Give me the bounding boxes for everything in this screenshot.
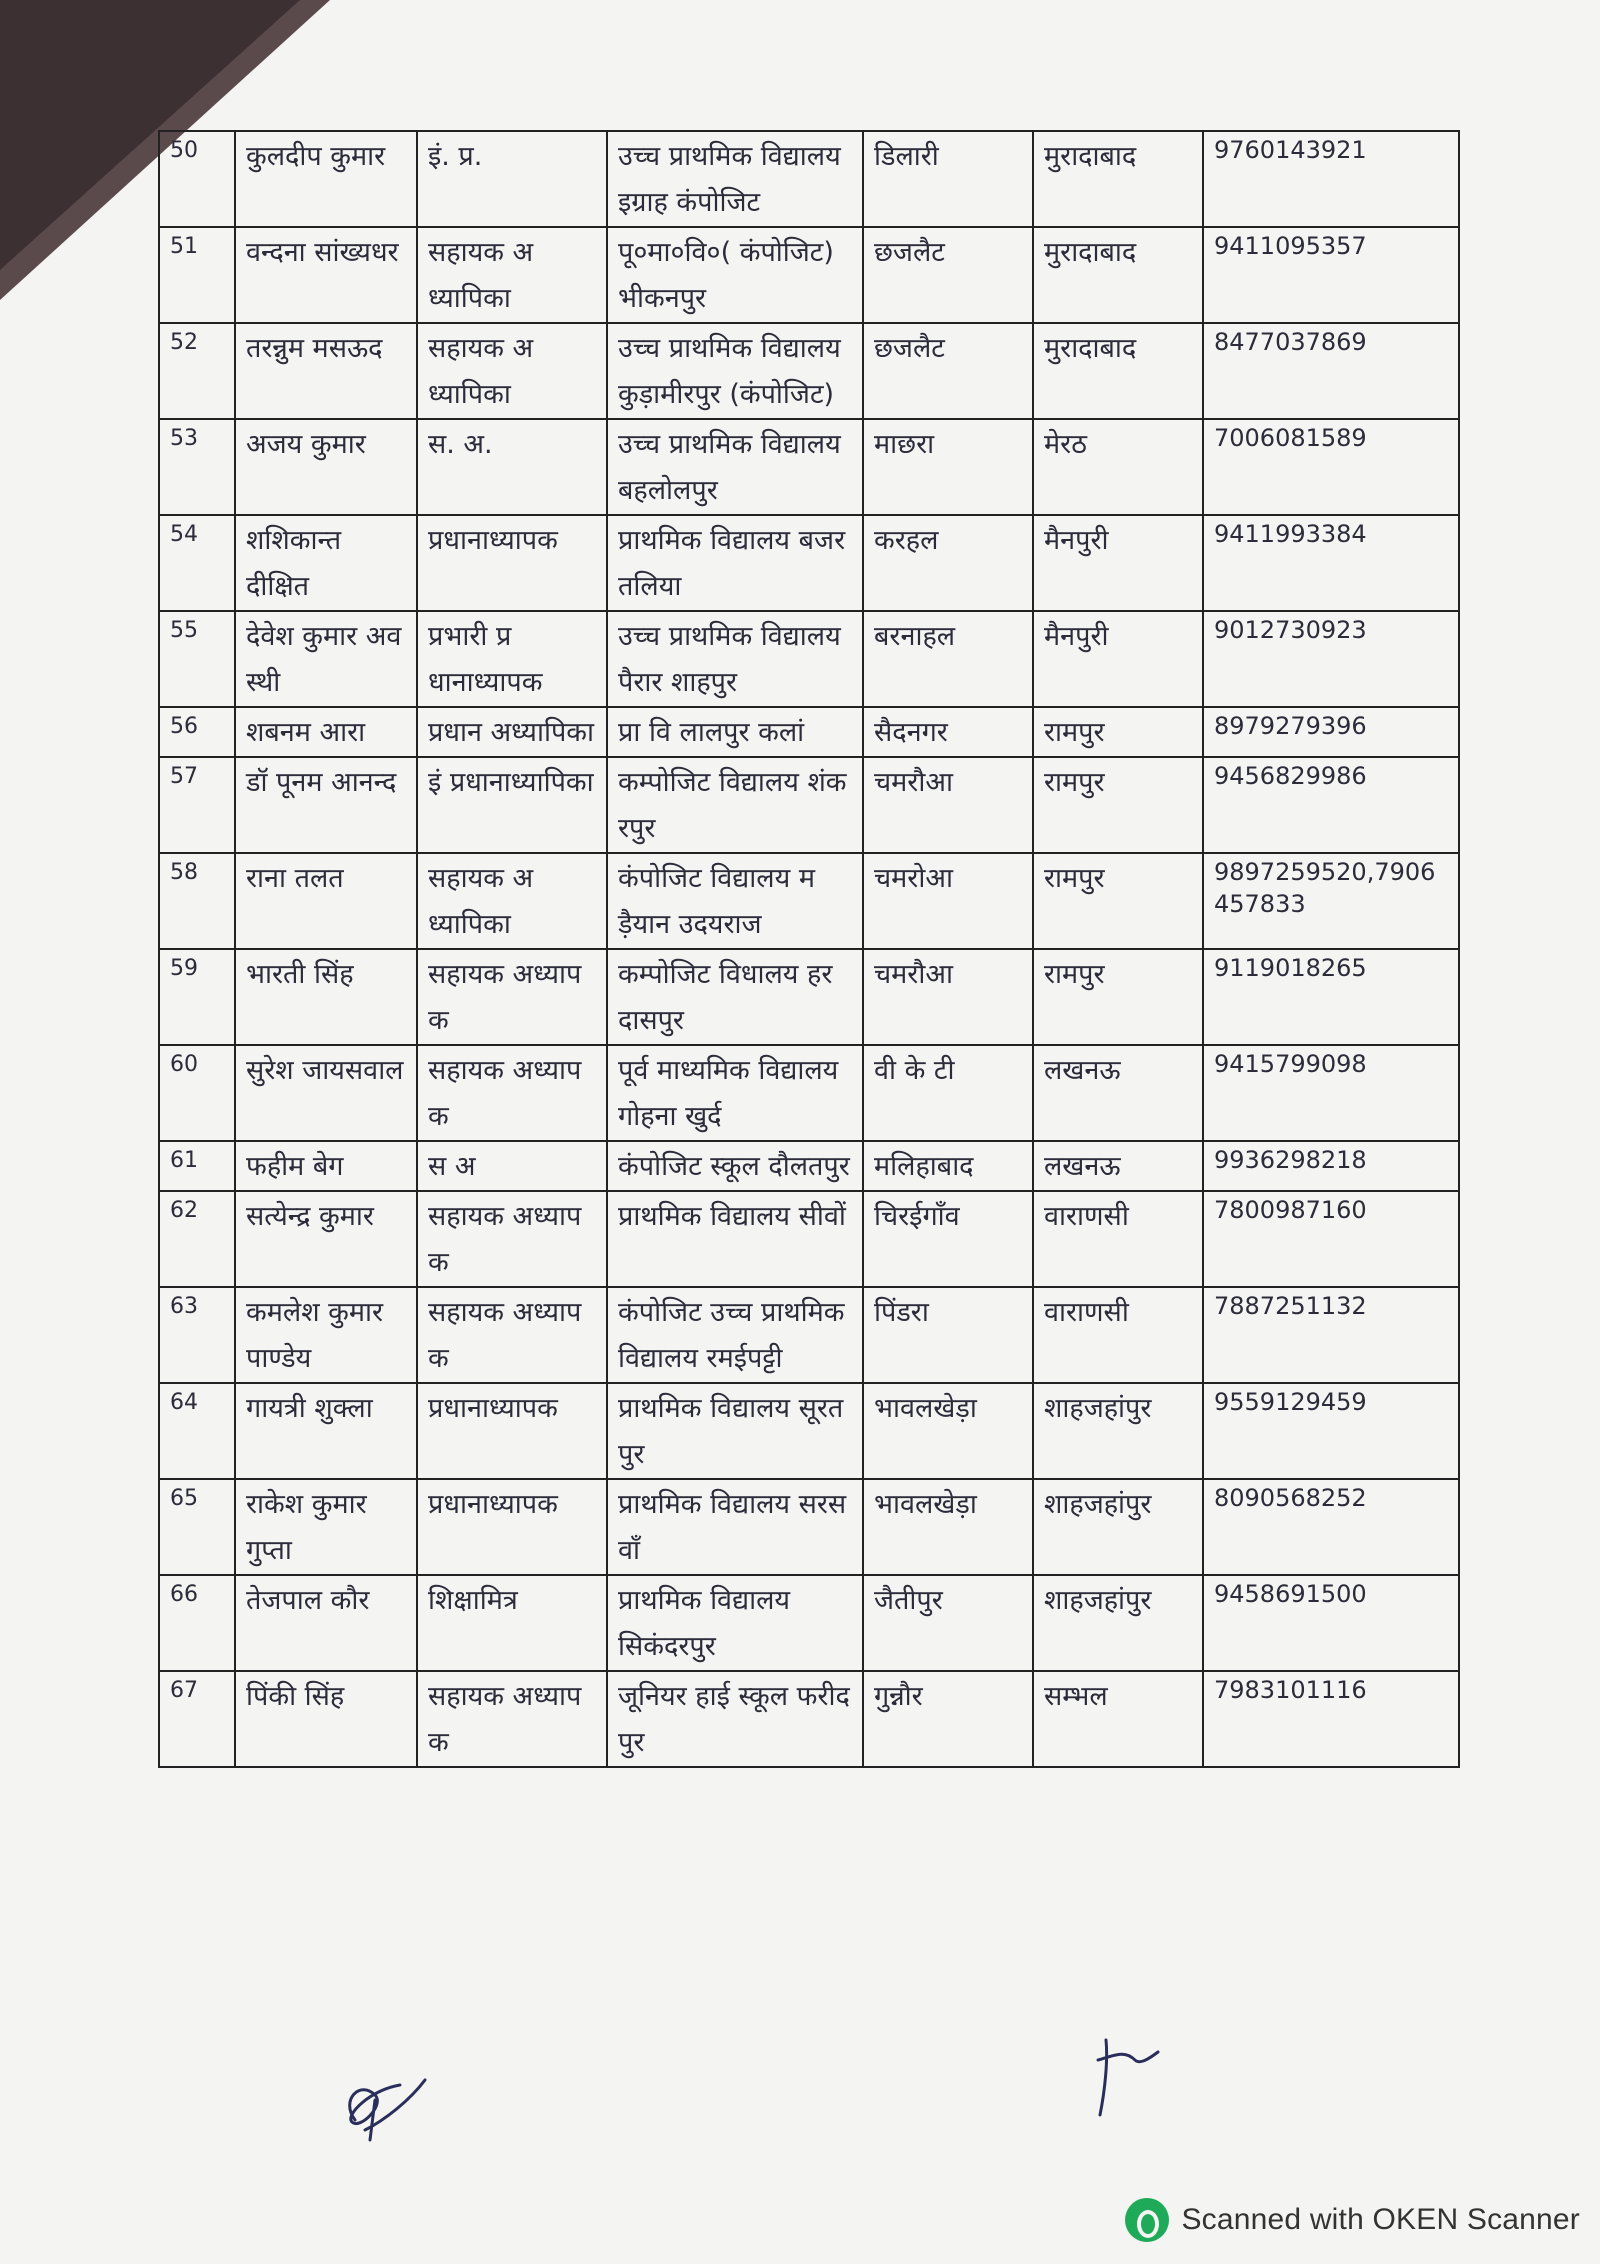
designation-cell: सहायक अध्यापक — [417, 949, 607, 1045]
designation-cell: सहायक अध्यापक — [417, 1671, 607, 1767]
school-cell: उच्च प्राथमिक विद्यालय कुड़ामीरपुर (कंपोजिट) — [607, 323, 863, 419]
block-cell: माछरा — [863, 419, 1033, 515]
district-cell: शाहजहांपुर — [1033, 1383, 1203, 1479]
designation-cell: प्रधानाध्यापक — [417, 515, 607, 611]
phone-cell: 9411993384 — [1203, 515, 1459, 611]
serial-number-cell: 59 — [159, 949, 235, 1045]
district-cell: मैनपुरी — [1033, 515, 1203, 611]
table-row — [159, 707, 1459, 757]
serial-number-cell: 53 — [159, 419, 235, 515]
school-cell: जूनियर हाई स्कूल फरीदपुर — [607, 1671, 863, 1767]
designation-cell: सहायक अध्यापिका — [417, 323, 607, 419]
block-cell: जैतीपुर — [863, 1575, 1033, 1671]
district-cell: मुरादाबाद — [1033, 323, 1203, 419]
designation-cell: प्रधानाध्यापक — [417, 1479, 607, 1575]
designation-cell: सहायक अध्यापक — [417, 1191, 607, 1287]
designation-cell: स. अ. — [417, 419, 607, 515]
name-cell: फहीम बेग — [235, 1141, 417, 1191]
name-cell: डॉ पूनम आनन्द — [235, 757, 417, 853]
district-cell: मैनपुरी — [1033, 611, 1203, 707]
table-row — [159, 1191, 1459, 1287]
district-cell: लखनऊ — [1033, 1141, 1203, 1191]
phone-cell: 8090568252 — [1203, 1479, 1459, 1575]
table-row — [159, 949, 1459, 1045]
school-cell: कम्पोजिट विधालय हरदासपुर — [607, 949, 863, 1045]
name-cell: देवेश कुमार अवस्थी — [235, 611, 417, 707]
designation-cell: शिक्षामित्र — [417, 1575, 607, 1671]
phone-cell: 9559129459 — [1203, 1383, 1459, 1479]
signature-right — [1080, 2020, 1190, 2130]
table-row — [159, 611, 1459, 707]
serial-number-cell: 60 — [159, 1045, 235, 1141]
district-cell: रामपुर — [1033, 949, 1203, 1045]
scanner-watermark-text: Scanned with OKEN Scanner — [1181, 2203, 1580, 2236]
school-cell: कंपोजिट उच्च प्राथमिक विद्यालय रमईपट्टी — [607, 1287, 863, 1383]
designation-cell: सहायक अध्यापक — [417, 1045, 607, 1141]
designation-cell: स अ — [417, 1141, 607, 1191]
school-cell: उच्च प्राथमिक विद्यालय पैरार शाहपुर — [607, 611, 863, 707]
staff-table-body — [159, 131, 1459, 1767]
phone-cell: 9897259520,7906457833 — [1203, 853, 1459, 949]
name-cell: शशिकान्त दीक्षित — [235, 515, 417, 611]
school-cell: कंपोजिट विद्यालय मड़ैयान उदयराज — [607, 853, 863, 949]
district-cell: लखनऊ — [1033, 1045, 1203, 1141]
name-cell: वन्दना सांख्यधर — [235, 227, 417, 323]
block-cell: मलिहाबाद — [863, 1141, 1033, 1191]
phone-cell: 8979279396 — [1203, 707, 1459, 757]
serial-number-cell: 56 — [159, 707, 235, 757]
table-row — [159, 515, 1459, 611]
table-row — [159, 1383, 1459, 1479]
serial-number-cell: 54 — [159, 515, 235, 611]
table-row — [159, 1045, 1459, 1141]
designation-cell: प्रधानाध्यापक — [417, 1383, 607, 1479]
table-row — [159, 1287, 1459, 1383]
district-cell: मेरठ — [1033, 419, 1203, 515]
school-cell: उच्च प्राथमिक विद्यालय इग्राह कंपोजिट — [607, 131, 863, 227]
district-cell: रामपुर — [1033, 707, 1203, 757]
school-cell: प्राथमिक विद्यालय सिकंदरपुर — [607, 1575, 863, 1671]
table-row — [159, 323, 1459, 419]
serial-number-cell: 51 — [159, 227, 235, 323]
serial-number-cell: 50 — [159, 131, 235, 227]
designation-cell: सहायक अध्यापक — [417, 1287, 607, 1383]
school-cell: प्राथमिक विद्यालय सीवों — [607, 1191, 863, 1287]
phone-cell: 7983101116 — [1203, 1671, 1459, 1767]
name-cell: राकेश कुमार गुप्ता — [235, 1479, 417, 1575]
name-cell: कमलेश कुमार पाण्डेय — [235, 1287, 417, 1383]
district-cell: शाहजहांपुर — [1033, 1479, 1203, 1575]
phone-cell: 9760143921 — [1203, 131, 1459, 227]
phone-cell: 9119018265 — [1203, 949, 1459, 1045]
oken-scanner-logo-icon — [1125, 2198, 1169, 2242]
designation-cell: सहायक अध्यापिका — [417, 227, 607, 323]
block-cell: चमरोआ — [863, 853, 1033, 949]
table-row — [159, 757, 1459, 853]
block-cell: चमरौआ — [863, 757, 1033, 853]
block-cell: वी के टी — [863, 1045, 1033, 1141]
phone-cell: 9936298218 — [1203, 1141, 1459, 1191]
block-cell: सैदनगर — [863, 707, 1033, 757]
name-cell: गायत्री शुक्ला — [235, 1383, 417, 1479]
phone-cell: 9012730923 — [1203, 611, 1459, 707]
block-cell: भावलखेड़ा — [863, 1479, 1033, 1575]
table-row — [159, 419, 1459, 515]
designation-cell: इं. प्र. — [417, 131, 607, 227]
school-cell: पूर्व माध्यमिक विद्यालय गोहना खुर्द — [607, 1045, 863, 1141]
designation-cell: प्रधान अध्यापिका — [417, 707, 607, 757]
name-cell: भारती सिंह — [235, 949, 417, 1045]
table-row — [159, 1141, 1459, 1191]
staff-table — [158, 130, 1460, 1768]
block-cell: चमरौआ — [863, 949, 1033, 1045]
table-row — [159, 1575, 1459, 1671]
scanner-watermark — [1125, 2196, 1580, 2244]
district-cell: वाराणसी — [1033, 1191, 1203, 1287]
serial-number-cell: 52 — [159, 323, 235, 419]
district-cell: रामपुर — [1033, 853, 1203, 949]
serial-number-cell: 66 — [159, 1575, 235, 1671]
block-cell: गुन्नौर — [863, 1671, 1033, 1767]
phone-cell: 7006081589 — [1203, 419, 1459, 515]
serial-number-cell: 55 — [159, 611, 235, 707]
name-cell: पिंकी सिंह — [235, 1671, 417, 1767]
serial-number-cell: 62 — [159, 1191, 235, 1287]
school-cell: उच्च प्राथमिक विद्यालय बहलोलपुर — [607, 419, 863, 515]
phone-cell: 7887251132 — [1203, 1287, 1459, 1383]
name-cell: सत्येन्द्र कुमार — [235, 1191, 417, 1287]
district-cell: मुरादाबाद — [1033, 227, 1203, 323]
serial-number-cell: 64 — [159, 1383, 235, 1479]
block-cell: चिरईगाँव — [863, 1191, 1033, 1287]
serial-number-cell: 61 — [159, 1141, 235, 1191]
name-cell: सुरेश जायसवाल — [235, 1045, 417, 1141]
designation-cell: सहायक अध्यापिका — [417, 853, 607, 949]
block-cell: बरनाहल — [863, 611, 1033, 707]
district-cell: वाराणसी — [1033, 1287, 1203, 1383]
district-cell: सम्भल — [1033, 1671, 1203, 1767]
signature-left — [330, 2060, 440, 2150]
serial-number-cell: 57 — [159, 757, 235, 853]
name-cell: कुलदीप कुमार — [235, 131, 417, 227]
school-cell: प्राथमिक विद्यालय बजरतलिया — [607, 515, 863, 611]
phone-cell: 7800987160 — [1203, 1191, 1459, 1287]
block-cell: छजलैट — [863, 323, 1033, 419]
school-cell: प्राथमिक विद्यालय सूरतपुर — [607, 1383, 863, 1479]
block-cell: करहल — [863, 515, 1033, 611]
name-cell: तेजपाल कौर — [235, 1575, 417, 1671]
table-row — [159, 853, 1459, 949]
name-cell: राना तलत — [235, 853, 417, 949]
block-cell: भावलखेड़ा — [863, 1383, 1033, 1479]
block-cell: डिलारी — [863, 131, 1033, 227]
phone-cell: 9415799098 — [1203, 1045, 1459, 1141]
school-cell: कंपोजिट स्कूल दौलतपुर — [607, 1141, 863, 1191]
serial-number-cell: 58 — [159, 853, 235, 949]
phone-cell: 9411095357 — [1203, 227, 1459, 323]
serial-number-cell: 65 — [159, 1479, 235, 1575]
table-row — [159, 1479, 1459, 1575]
school-cell: पू०मा०वि०( कंपोजिट) भीकनपुर — [607, 227, 863, 323]
table-row — [159, 227, 1459, 323]
school-cell: प्राथमिक विद्यालय सरसवाँ — [607, 1479, 863, 1575]
school-cell: कम्पोजिट विद्यालय शंकरपुर — [607, 757, 863, 853]
district-cell: रामपुर — [1033, 757, 1203, 853]
block-cell: पिंडरा — [863, 1287, 1033, 1383]
table-row — [159, 131, 1459, 227]
phone-cell: 8477037869 — [1203, 323, 1459, 419]
district-cell: शाहजहांपुर — [1033, 1575, 1203, 1671]
name-cell: अजय कुमार — [235, 419, 417, 515]
phone-cell: 9458691500 — [1203, 1575, 1459, 1671]
name-cell: तरन्नुम मसऊद — [235, 323, 417, 419]
serial-number-cell: 67 — [159, 1671, 235, 1767]
block-cell: छजलैट — [863, 227, 1033, 323]
name-cell: शबनम आरा — [235, 707, 417, 757]
designation-cell: इं प्रधानाध्यापिका — [417, 757, 607, 853]
table-row — [159, 1671, 1459, 1767]
phone-cell: 9456829986 — [1203, 757, 1459, 853]
designation-cell: प्रभारी प्रधानाध्यापक — [417, 611, 607, 707]
school-cell: प्रा वि लालपुर कलां — [607, 707, 863, 757]
district-cell: मुरादाबाद — [1033, 131, 1203, 227]
serial-number-cell: 63 — [159, 1287, 235, 1383]
